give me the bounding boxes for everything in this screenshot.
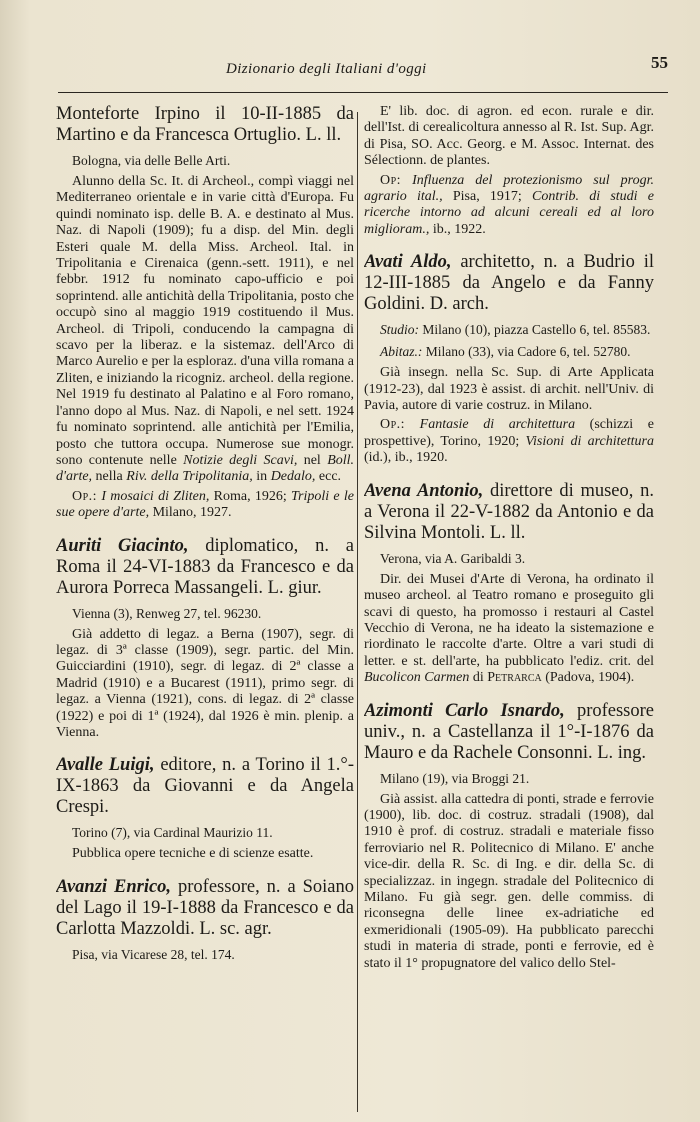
entry-name: Avalle Luigi, — [56, 755, 155, 776]
left-column — [56, 104, 354, 1112]
entry-heading: Auriti Giacinto, diplomatico, n. a Roma il 24-VI-1883 da Francesco e da Aurora Porreca Massangeli. L. giur. — [56, 535, 354, 598]
entry-avanzi — [56, 877, 354, 963]
entry-biography: E' lib. doc. di agron. ed econ. rurale e dir. dell'Ist. di cerealicoltura annesso al R. Ist. Sup. Agr. di Pisa, SO. Acc. Georg. e M. Assoc. Internat. des Sélectionn. de plantes. — [364, 104, 654, 169]
entry-address: Milano (19), via Broggi 21. — [380, 770, 530, 786]
entry-name: Azimonti Carlo Isnardo, — [364, 700, 565, 721]
entry-address: Pisa, via Vicarese 28, tel. 174. — [72, 946, 235, 962]
entry-name: Avati Aldo, — [364, 252, 452, 273]
entry-biography: Pubblica opere tecniche e di scienze esatte. — [72, 846, 314, 862]
entry-studio-address: Studio: Milano (10), piazza Castello 6, tel. 85583. — [380, 322, 651, 338]
entry-home-address: Abitaz.: Milano (33), via Cadore 6, tel. 52780. — [380, 344, 631, 360]
page-number: 55 — [651, 53, 668, 72]
running-title: Dizionario degli Italiani d'oggi — [226, 61, 427, 77]
entry-avati — [364, 252, 654, 466]
entry-heading: Avati Aldo, architetto, n. a Budrio il 12-III-1885 da Angelo e da Fanny Goldini. D. arch. — [364, 252, 654, 315]
entry-avalle — [56, 755, 354, 862]
entry-address: Verona, via A. Garibaldi 3. — [380, 550, 526, 566]
entry-monteforte-continuation — [56, 104, 354, 522]
entry-biography: Alunno della Sc. It. di Archeol., compì viaggi nel Mediterraneo orientale e in varie città d'Europa. Fu quindi nominato isp. delle B. A. e destinato al Mus. Naz. di Napoli (1909); fu a disp. del Min. degli Esteri quale M. della Miss. Archeol. Ital. in Tripolitania e Cirenaica (genn.-sett. 1911), e nel febbr. 1912 fu nominato capo-ufficio e poi soprintend. alle antichità della Tripolitania, posto che occupò sino al maggio 1919 costituendo il Mus. Archeol. di Tripoli, conducendo la campagna di scavo per la liberaz. e la sistemaz. dell'Arco di Marco Aurelio e per la esploraz. d'una villa romana a Zliten, e iniziando la ricogniz. archeol. della regione. Nel 1919 fu destinato al Palatino e al Foro romano, l'anno dopo al Mus. Naz. di Napoli, e nel sett. 1924 fu nominato soprintend. alle antichità per l'Emilia, posto che tuttora occupa. Numerose sue monogr. sono contenute nelle Notizie degli Scavi, nel Boll. d'arte, nella Riv. della Tripolitania, in Dedalo, ecc. — [56, 174, 354, 485]
entry-heading: Monteforte Irpino il 10-II-1885 da Martino e da Francesca Ortuglio. L. ll. — [56, 104, 354, 145]
entry-works: Op.: I mosaici di Zliten, Roma, 1926; Tripoli e le sue opere d'arte, Milano, 1927. — [56, 488, 354, 521]
column-divider — [357, 112, 358, 1112]
entry-biography: Dir. dei Musei d'Arte di Verona, ha ordinato il museo archeol. al Teatro romano e proseguito gli scavi di questo, ha promosso i restauri al Castel Vecchio di Verona, ne ha ideato la sistemazione e riordinato le raccolte d'arte. Oltre a vari studi di letter. e st. dell'arte, ha pubblicato l'ediz. crit. del Bucolicon Carmen di Petrarca (Padova, 1904). — [364, 571, 654, 686]
entry-biography: Già addetto di legaz. a Berna (1907), segr. di legaz. di 3ª classe (1909), segr. partic. del Min. Guicciardini (1910), segr. di legaz. di 2ª classe a Madrid (1910) e a Bucarest (1911), primo segr. di legaz. a Vienna (1921), cons. di legaz. di 2ª classe (1922) e poi di 1ª (1924), dal 1926 è min. plenip. a Vienna. — [56, 626, 354, 740]
entry-auriti — [56, 536, 354, 742]
header-rule — [58, 92, 668, 93]
entry-works: Op.: Fantasie di architettura (schizzi e prospettive), Torino, 1920; Visioni di architettura (id.), ib., 1920. — [364, 417, 654, 466]
entry-heading: Azimonti Carlo Isnardo, professore univ., n. a Castellanza il 1°-I-1876 da Mauro e da Rachele Consonni. L. ing. — [364, 700, 654, 763]
entry-avanzi-continuation — [364, 104, 654, 238]
entry-biography: Già insegn. nella Sc. Sup. di Arte Applicata (1912-23), dal 1923 è assist. di archit. nell'Univ. di Pavia, autore di varie costruz. in Milano. — [364, 365, 654, 414]
right-column — [364, 104, 654, 1112]
entry-name: Avena Antonio, — [364, 480, 484, 501]
entry-address: Torino (7), via Cardinal Maurizio 11. — [72, 825, 273, 841]
entry-avena — [364, 481, 654, 687]
entry-heading: Avalle Luigi, editore, n. a Torino il 1.°-IX-1863 da Giovanni e da Angela Crespi. — [56, 755, 354, 818]
page-header — [58, 52, 668, 96]
entry-name: Auriti Giacinto, — [56, 535, 189, 556]
entry-works: Op: Influenza del protezionismo sul progr. agrario ital., Pisa, 1917; Contrib. di studi e ricerche intorno ad alcuni cereali ed al loro miglioram., ib., 1922. — [364, 172, 654, 237]
entry-name: Avanzi Enrico, — [56, 876, 172, 897]
entry-address: Bologna, via delle Belle Arti. — [72, 153, 231, 168]
entry-address: Vienna (3), Renweg 27, tel. 96230. — [72, 605, 262, 621]
entry-biography: Già assist. alla cattedra di ponti, strade e ferrovie (1900), lib. doc. di costruz. stradali (1908), dal 1910 è prof. di costruz. stradali e materiale fisso ferroviario nel R. Politecnico di Milano. E' anche vice-dir. della R. Sc. di Ing. e dir. della Sc. di specializzaz. in ingegn. stradale del Politecnico di Milano. Fu già segr. gen. delle commiss. di riconsegna delle linee ex-adriatiche ed exmeridionali (1905-09). Ha pubblicato parecchi studi in materia di strade, ponti e ferrovie, ed è stato il 1° propugnatore del valico dello Stel- — [364, 791, 654, 971]
entry-heading: Avanzi Enrico, professore, n. a Soiano del Lago il 19-I-1888 da Francesco e da Carlotta Mazzoldi. L. sc. agr. — [56, 876, 354, 939]
entry-azimonti — [364, 701, 654, 972]
entry-heading: Avena Antonio, direttore di museo, n. a Verona il 22-V-1882 da Antonio e da Silvina Montoli. L. ll. — [364, 480, 654, 543]
